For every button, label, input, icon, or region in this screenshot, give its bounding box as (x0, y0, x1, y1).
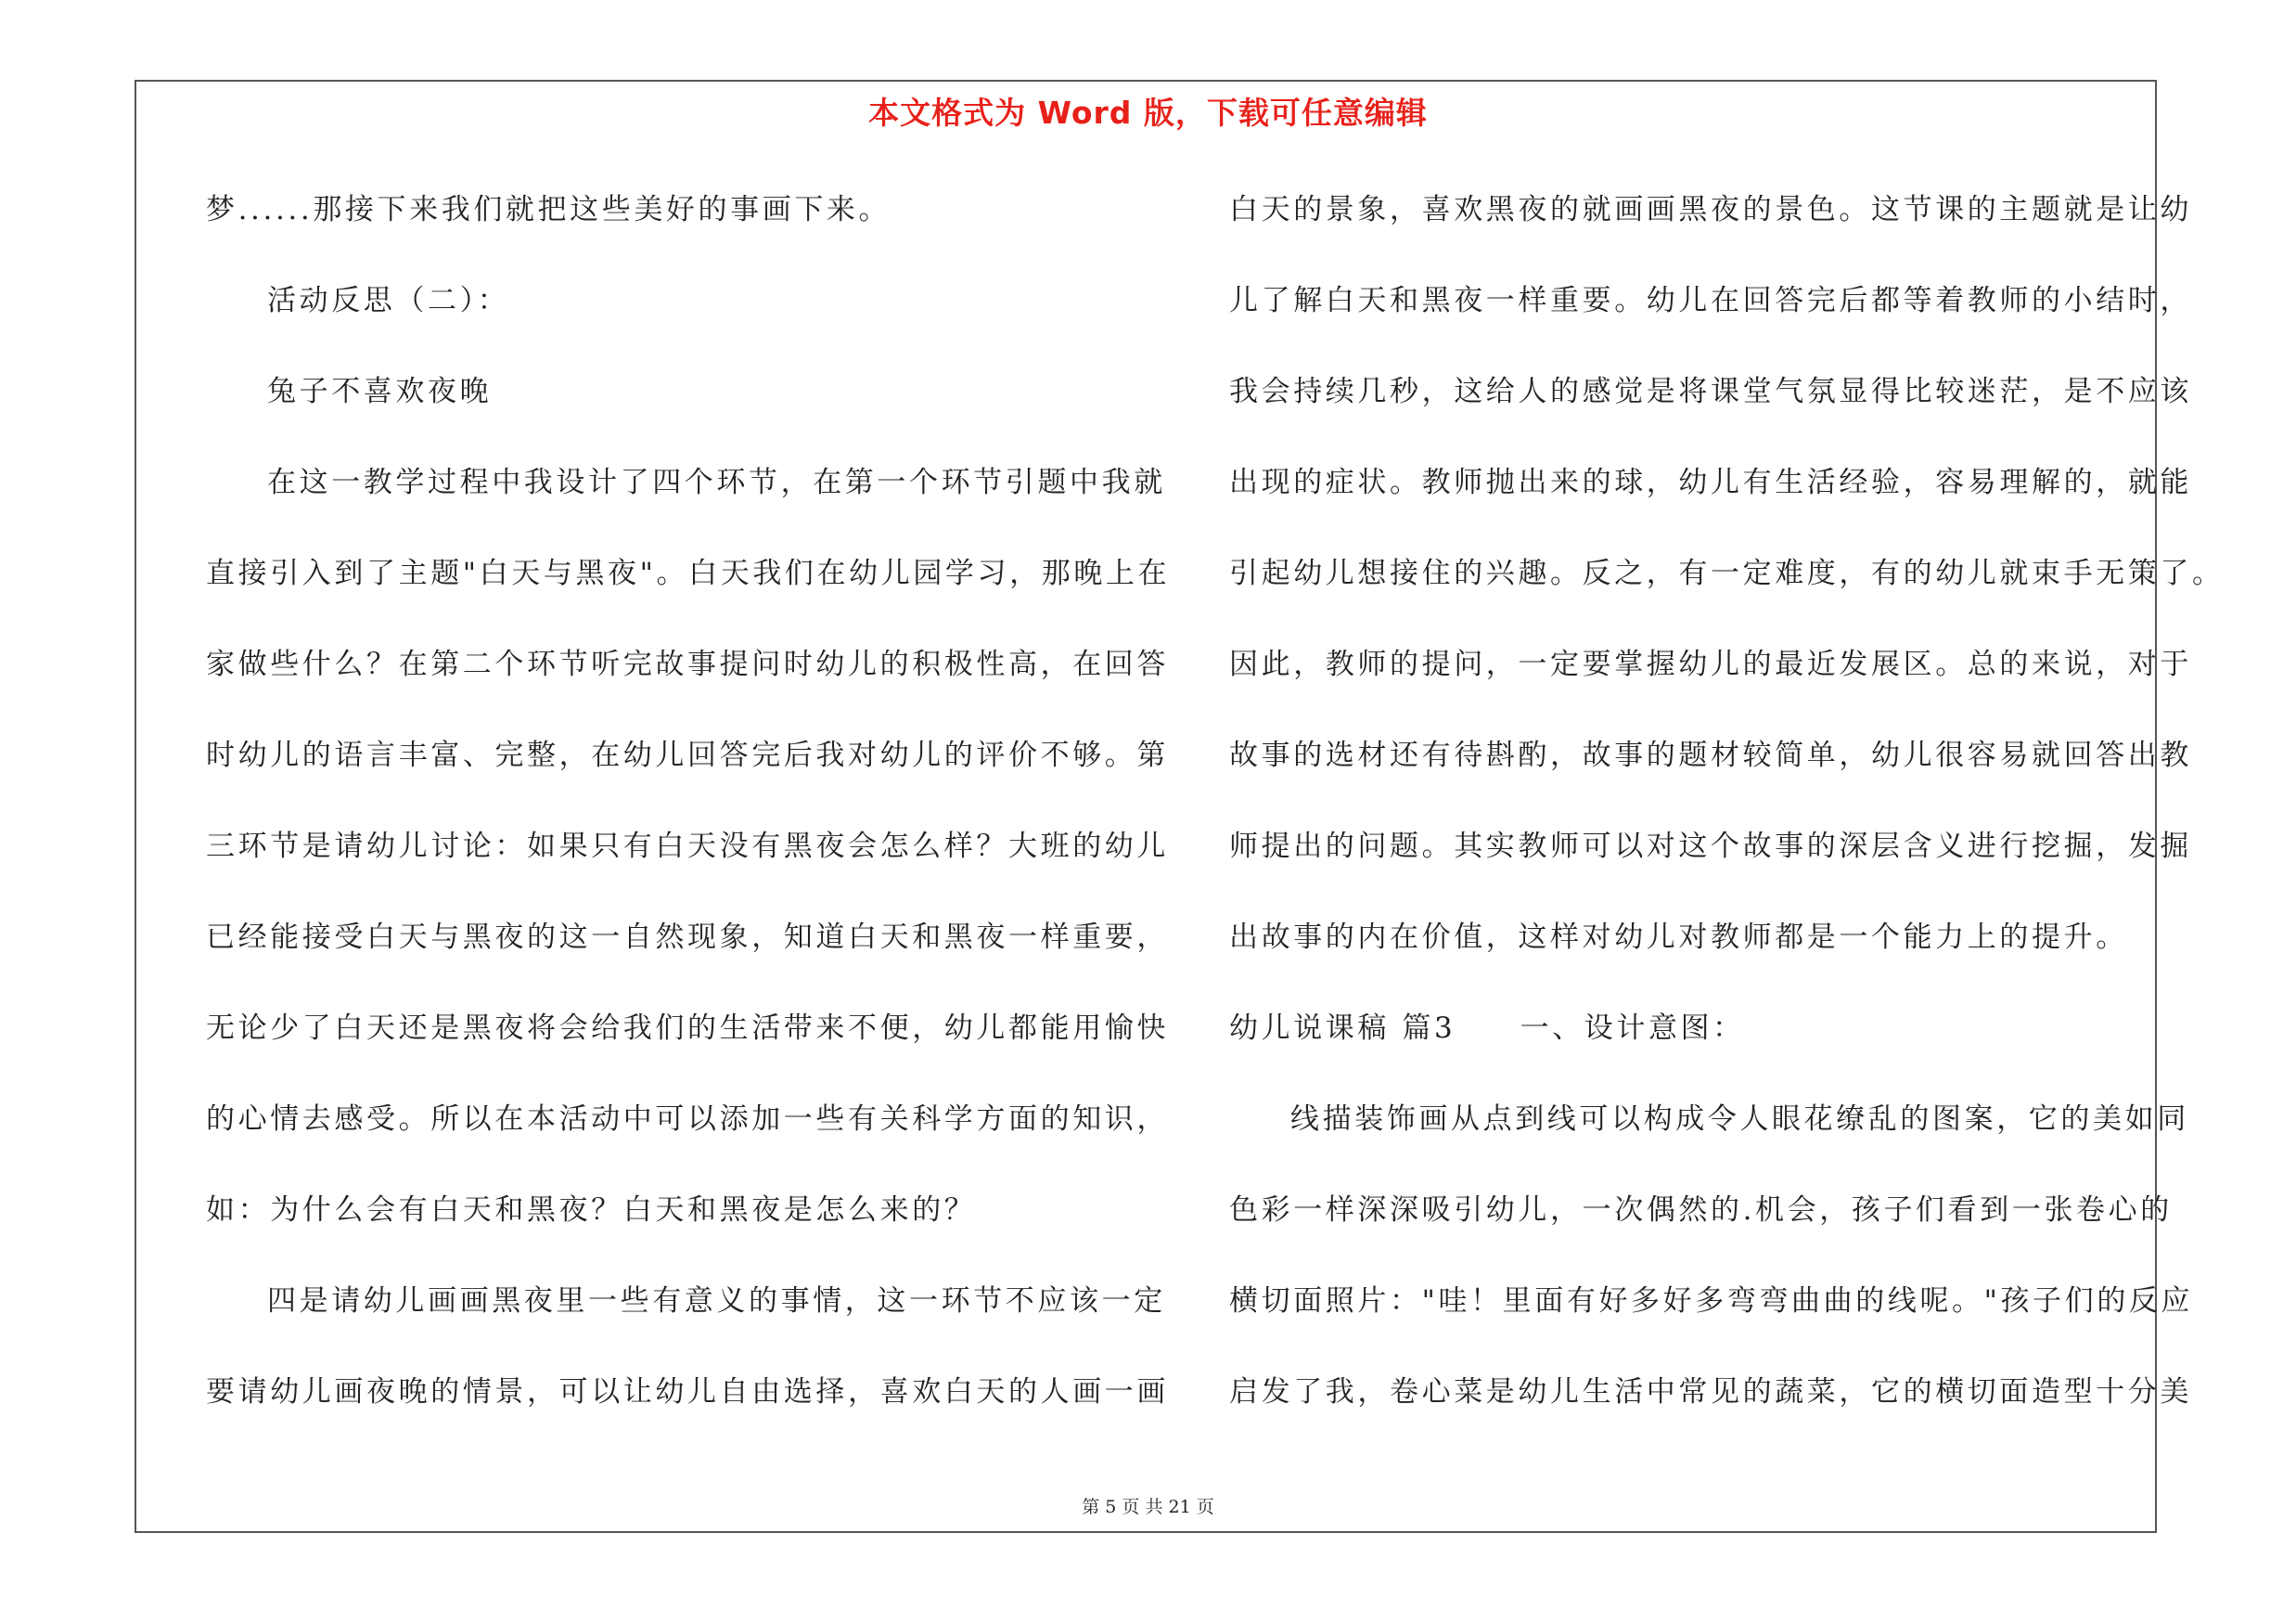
text-line: 白天的景象，喜欢黑夜的就画画黑夜的景色。这节课的主题就是让幼 (1229, 193, 2192, 226)
text-line: 在这一教学过程中我设计了四个环节，在第一个环节引题中我就 (267, 466, 1166, 499)
text-line: 出故事的内在价值，这样对幼儿对教师都是一个能力上的提升。 (1229, 921, 2128, 954)
text-line: 引起幼儿想接住的兴趣。反之，有一定难度，有的幼儿就束手无策了。 (1229, 557, 2225, 590)
text-line: 梦......那接下来我们就把这些美好的事画下来。 (206, 193, 891, 226)
text-line: 要请幼儿画夜晚的情景，可以让幼儿自由选择，喜欢白天的人画一画 (206, 1375, 1169, 1409)
text-line: 横切面照片："哇！里面有好多好多弯弯曲曲的线呢。"孩子们的反应 (1229, 1284, 2194, 1318)
left-column (206, 181, 1171, 1454)
page-footer: 第 5 页 共 21 页 (1082, 1497, 1214, 1517)
text-line: 时幼儿的语言丰富、完整，在幼儿回答完后我对幼儿的评价不够。第 (206, 739, 1169, 772)
right-column (1229, 181, 2225, 1454)
header-banner: 本文格式为 Word 版，下载可任意编辑 (868, 95, 1428, 131)
text-line: 启发了我，卷心菜是幼儿生活中常见的蔬菜，它的横切面造型十分美 (1229, 1375, 2192, 1409)
text-line: 如：为什么会有白天和黑夜？白天和黑夜是怎么来的？ (206, 1193, 977, 1227)
text-line: 的心情去感受。所以在本活动中可以添加一些有关科学方面的知识， (206, 1102, 1169, 1136)
text-line: 我会持续几秒，这给人的感觉是将课堂气氛显得比较迷茫，是不应该 (1229, 375, 2192, 408)
text-line: 儿了解白天和黑夜一样重要。幼儿在回答完后都等着教师的小结时， (1229, 284, 2192, 317)
text-line: 家做些什么？在第二个环节听完故事提问时幼儿的积极性高，在回答 (206, 648, 1169, 681)
text-line: 无论少了白天还是黑夜将会给我们的生活带来不便，幼儿都能用愉快 (206, 1011, 1169, 1045)
text-line: 直接引入到了主题"白天与黑夜"。白天我们在幼儿园学习，那晚上在 (206, 557, 1171, 590)
text-line: 幼儿说课稿 篇3 一、设计意图： (1229, 1011, 1745, 1045)
text-line: 师提出的问题。其实教师可以对这个故事的深层含义进行挖掘，发掘 (1229, 830, 2192, 863)
text-line: 出现的症状。教师抛出来的球，幼儿有生活经验，容易理解的，就能 (1229, 466, 2192, 499)
text-line: 因此，教师的提问，一定要掌握幼儿的最近发展区。总的来说，对于 (1229, 648, 2192, 681)
text-line: 线描装饰画从点到线可以构成令人眼花缭乱的图案，它的美如同 (1290, 1102, 2189, 1136)
text-line: 色彩一样深深吸引幼儿，一次偶然的.机会，孩子们看到一张卷心的 (1229, 1193, 2173, 1227)
text-line: 四是请幼儿画画黑夜里一些有意义的事情，这一环节不应该一定 (267, 1284, 1166, 1318)
text-line: 故事的选材还有待斟酌，故事的题材较简单，幼儿很容易就回答出教 (1229, 739, 2192, 772)
text-line: 活动反思（二）： (267, 284, 510, 317)
text-line: 已经能接受白天与黑夜的这一自然现象，知道白天和黑夜一样重要， (206, 921, 1169, 954)
text-line: 三环节是请幼儿讨论：如果只有白天没有黑夜会怎么样？大班的幼儿 (206, 830, 1169, 863)
text-line: 兔子不喜欢夜晚 (267, 375, 493, 408)
